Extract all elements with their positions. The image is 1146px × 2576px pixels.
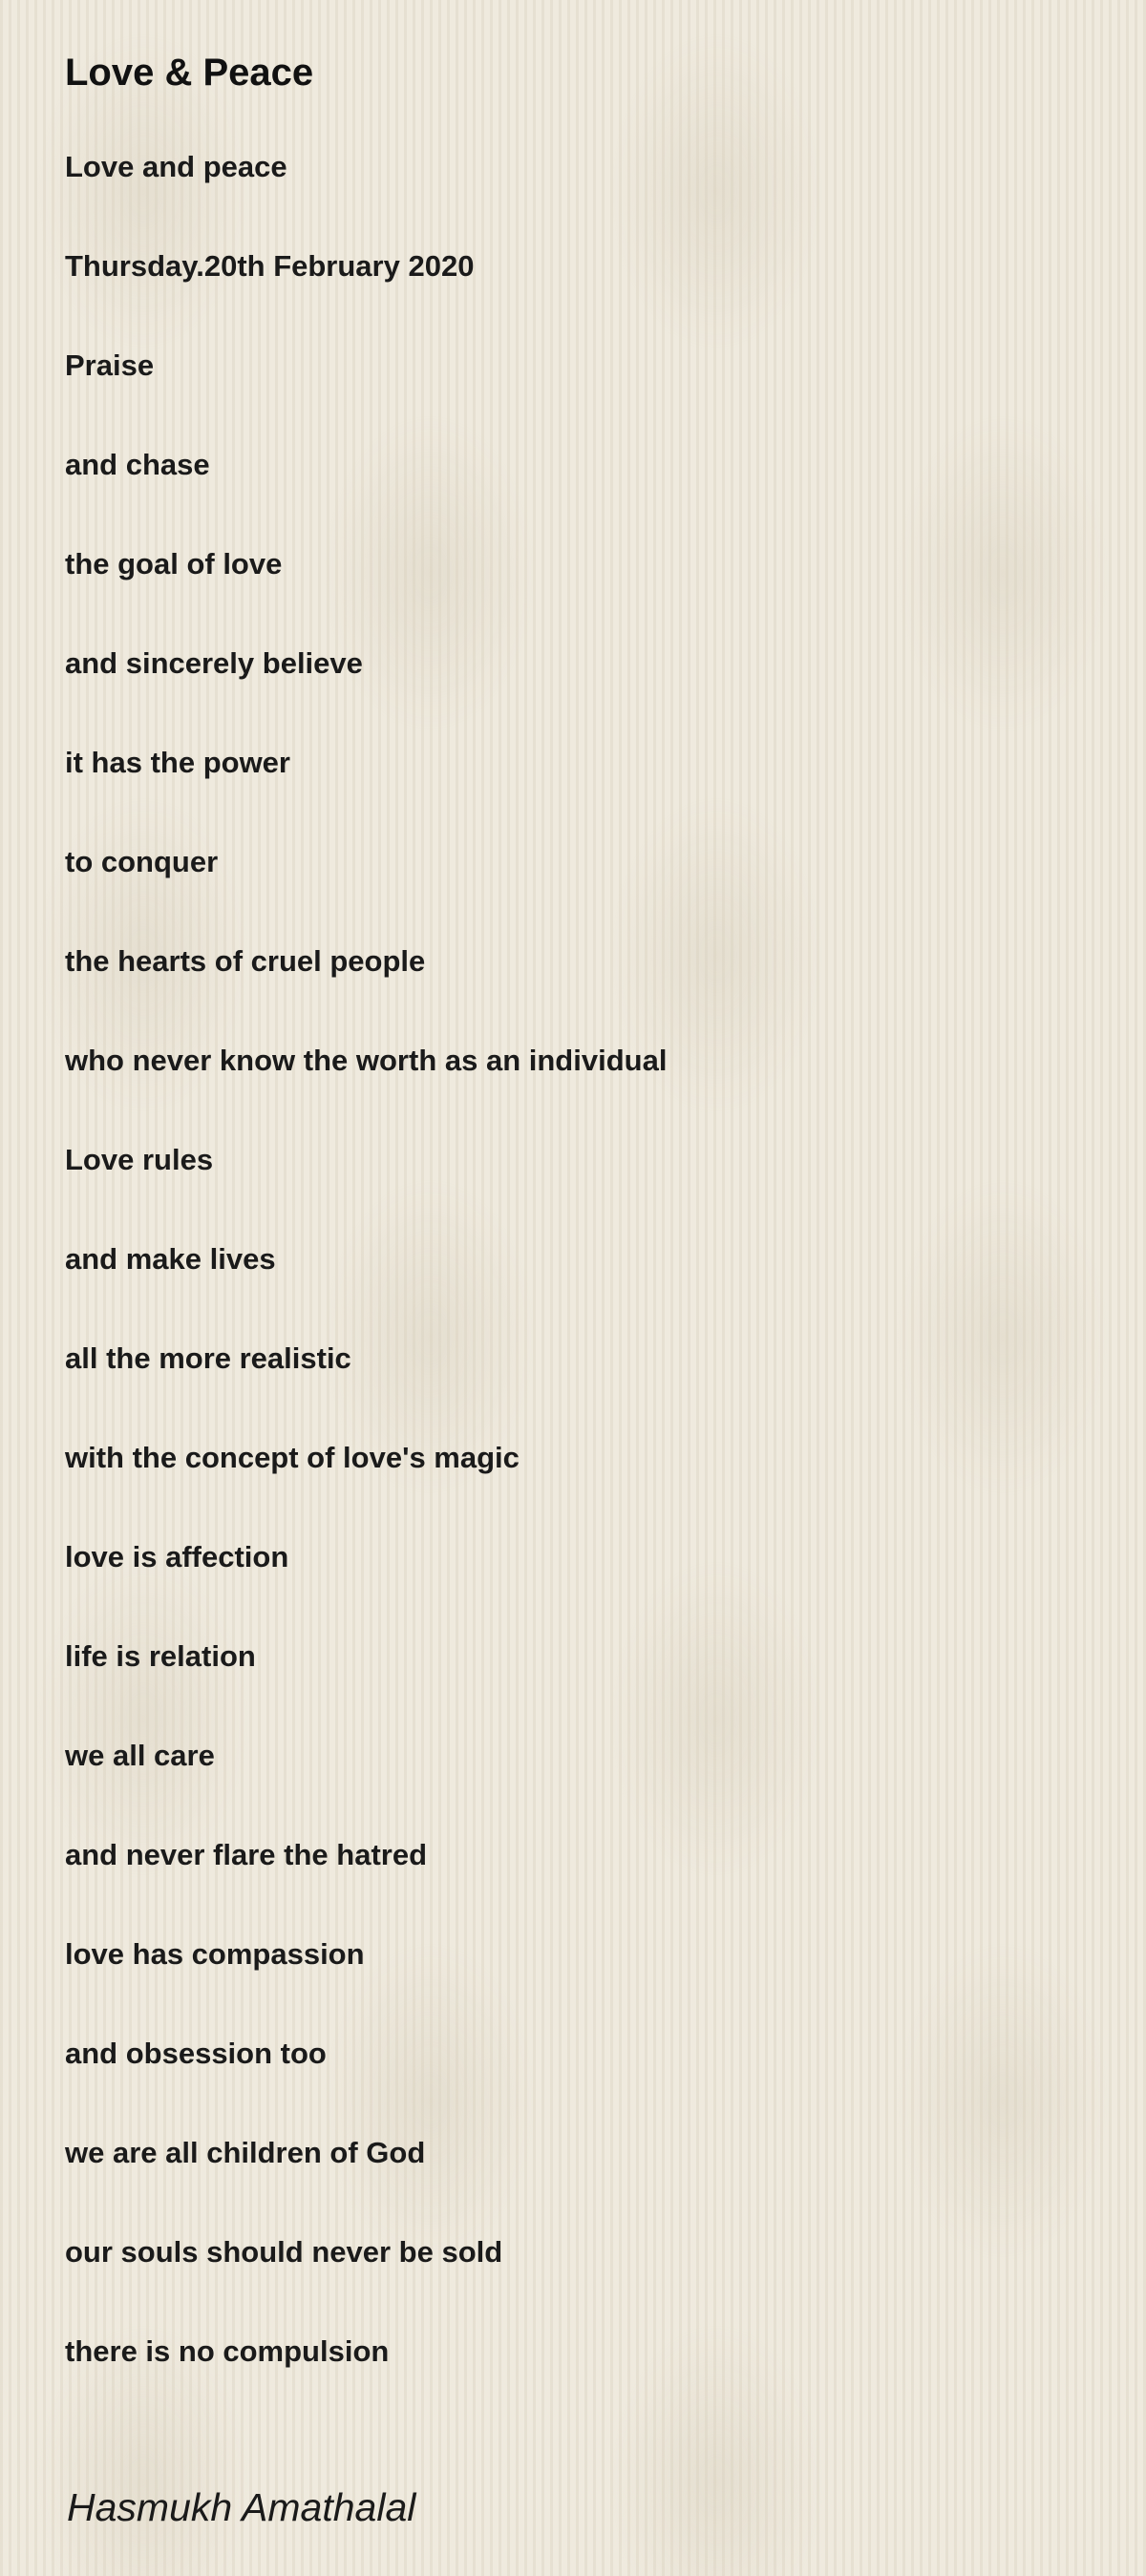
poem-line: there is no compulsion xyxy=(65,2334,390,2368)
poem-line: it has the power xyxy=(65,746,290,779)
poem-line: the goal of love xyxy=(65,547,283,581)
poem-title: Love & Peace xyxy=(65,52,314,94)
poem-line: our souls should never be sold xyxy=(65,2235,503,2269)
poem-line: Thursday.20th February 2020 xyxy=(65,249,475,283)
poem-line: we all care xyxy=(65,1739,215,1772)
poem-line: Praise xyxy=(65,348,155,382)
poem-line: with the concept of love's magic xyxy=(65,1441,520,1474)
poem-author: Hasmukh Amathalal xyxy=(67,2485,416,2529)
poem-line: love has compassion xyxy=(65,1937,365,1971)
poem-line: and never flare the hatred xyxy=(65,1838,428,1871)
poem-line: and chase xyxy=(65,448,210,481)
poem-line: and sincerely believe xyxy=(65,646,363,680)
poem-line: we are all children of God xyxy=(65,2136,426,2169)
poem-line: love is affection xyxy=(65,1540,289,1573)
poem-line: life is relation xyxy=(65,1639,256,1673)
poem-line: to conquer xyxy=(65,845,219,878)
poem-line: and obsession too xyxy=(65,2037,327,2070)
poem-line: the hearts of cruel people xyxy=(65,944,426,978)
poem-line: who never know the worth as an individual xyxy=(65,1044,668,1077)
poem-line: all the more realistic xyxy=(65,1341,351,1375)
poem-line: and make lives xyxy=(65,1242,276,1276)
poem-line: Love and peace xyxy=(65,150,287,183)
poem-line: Love rules xyxy=(65,1143,214,1176)
poem-body xyxy=(65,150,667,2434)
